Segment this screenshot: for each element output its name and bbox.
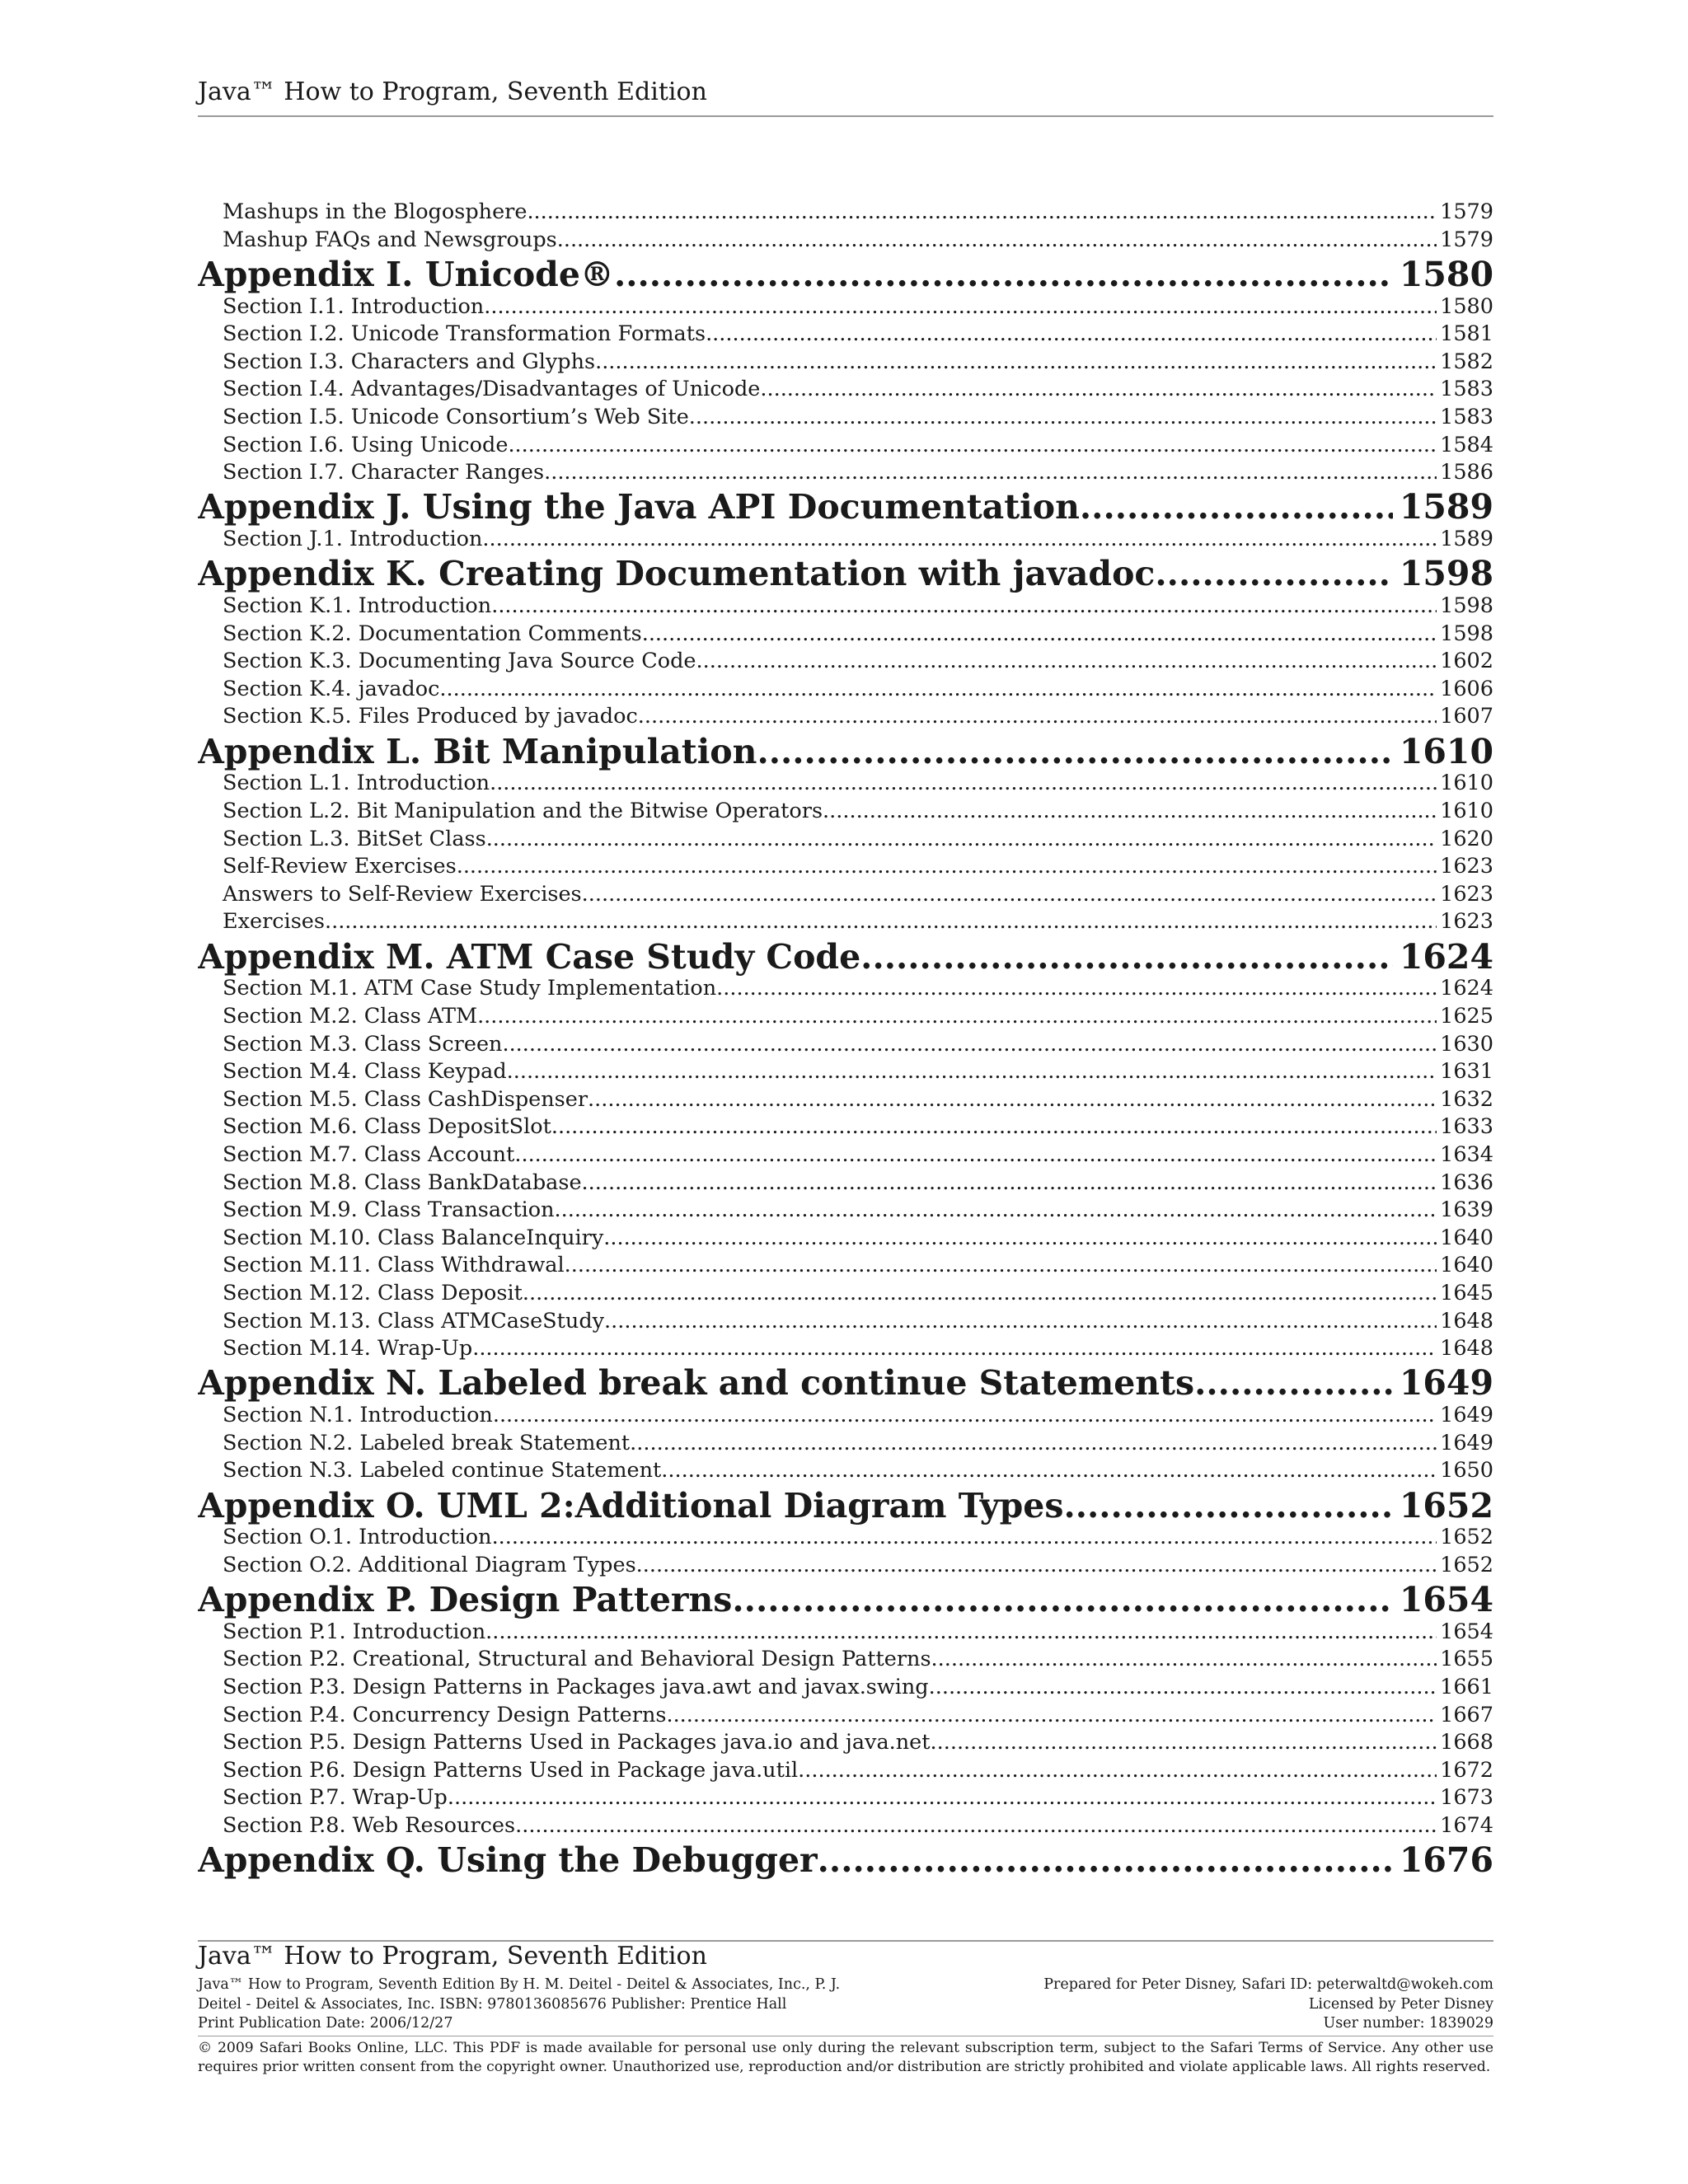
toc-entry-title: Appendix K. Creating Documentation with javadoc	[198, 554, 1156, 594]
toc-entry-title: Section M.5. Class CashDispenser	[223, 1086, 588, 1112]
dot-leader	[689, 405, 1437, 429]
toc-page-number: 1649	[1440, 1403, 1493, 1428]
toc-entry-title: Section P.1. Introduction	[223, 1619, 486, 1644]
footer-license-line: Prepared for Peter Disney, Safari ID: peterwaltd@wokeh.com	[1043, 1976, 1493, 1993]
toc-page-number: 1589	[1440, 527, 1493, 552]
toc-page-number: 1598	[1399, 554, 1493, 594]
toc-entry-title: Section M.13. Class ATMCaseStudy	[223, 1308, 605, 1333]
toc-entry-title: Section J.1. Introduction	[223, 527, 483, 552]
toc-entry-title: Section M.9. Class Transaction	[223, 1197, 555, 1223]
toc-page-number: 1606	[1440, 676, 1493, 701]
dot-leader	[666, 1703, 1437, 1727]
toc-entry-title: Section M.12. Class Deposit	[223, 1280, 523, 1305]
dot-leader	[823, 799, 1437, 823]
toc-entry[interactable]	[198, 704, 1493, 732]
toc-entry-title: Mashup FAQs and Newsgroups	[223, 227, 557, 252]
toc-entry[interactable]	[198, 1525, 1493, 1553]
toc-entry-title: Section P.6. Design Patterns Used in Package java.util	[223, 1757, 799, 1783]
toc-page-number: 1673	[1440, 1785, 1493, 1811]
dot-leader	[325, 909, 1437, 934]
toc-page-number: 1583	[1440, 404, 1493, 429]
toc-entry-title: Appendix L. Bit Manipulation	[198, 732, 757, 771]
toc-entry[interactable]	[198, 1004, 1493, 1032]
toc-entry-title: Section K.1. Introduction	[223, 593, 492, 619]
dot-leader	[1155, 555, 1392, 593]
dot-leader	[492, 1525, 1437, 1549]
toc-page-number: 1652	[1440, 1552, 1493, 1577]
dot-leader	[636, 1553, 1437, 1577]
toc-entry[interactable]	[198, 405, 1493, 433]
toc-page-number: 1579	[1440, 199, 1493, 224]
table-of-contents	[198, 199, 1493, 1880]
toc-entry-title: Appendix N. Labeled break and continue Statements	[198, 1363, 1195, 1404]
dot-leader	[551, 1114, 1437, 1139]
toc-entry[interactable]	[198, 854, 1493, 882]
toc-entry-title: Section L.3. BitSet Class	[223, 826, 486, 851]
toc-page-number: 1610	[1440, 799, 1493, 824]
toc-entry[interactable]	[198, 1281, 1493, 1309]
toc-entry[interactable]	[198, 1785, 1493, 1813]
toc-page-number: 1672	[1440, 1757, 1493, 1783]
footer-publication-info	[198, 1975, 940, 2034]
toc-page-number: 1634	[1440, 1141, 1493, 1167]
dot-leader	[661, 1458, 1437, 1483]
toc-page-number: 1649	[1440, 1430, 1493, 1455]
toc-page-number: 1650	[1440, 1458, 1493, 1483]
toc-page-number: 1624	[1440, 976, 1493, 1001]
toc-entry-title: Appendix J. Using the Java API Documentation	[198, 487, 1080, 527]
toc-entry-title: Section I.4. Advantages/Disadvantages of Unicode	[223, 377, 761, 402]
toc-entry[interactable]	[198, 593, 1493, 621]
dot-leader	[486, 827, 1437, 851]
dot-leader	[507, 1059, 1437, 1084]
dot-leader	[642, 621, 1437, 646]
toc-entry-title: Section P.8. Web Resources	[223, 1813, 516, 1839]
toc-page-number: 1639	[1440, 1197, 1493, 1223]
toc-page-number: 1580	[1399, 255, 1493, 294]
toc-page-number: 1602	[1440, 649, 1493, 674]
dot-leader	[595, 349, 1437, 374]
dot-leader	[448, 1785, 1437, 1810]
toc-entry-title: Section M.1. ATM Case Study Implementation	[223, 976, 717, 1001]
toc-entry[interactable]	[198, 909, 1493, 937]
dot-leader	[544, 460, 1437, 485]
toc-page-number: 1625	[1440, 1004, 1493, 1029]
toc-entry-title: Section M.2. Class ATM	[223, 1004, 478, 1029]
toc-page-number: 1632	[1440, 1086, 1493, 1112]
toc-page-number: 1654	[1399, 1580, 1493, 1619]
toc-page-number: 1630	[1440, 1031, 1493, 1057]
toc-entry[interactable]	[198, 1619, 1493, 1647]
dot-leader	[818, 1841, 1393, 1880]
toc-entry-title: Answers to Self-Review Exercises	[223, 881, 582, 907]
toc-entry-title: Appendix I. Unicode®	[198, 255, 614, 294]
toc-entry-title: Exercises	[223, 909, 325, 935]
toc-page-number: 1654	[1440, 1619, 1493, 1644]
toc-page-number: 1648	[1440, 1336, 1493, 1361]
toc-entry[interactable]	[198, 1675, 1493, 1703]
dot-leader	[502, 1032, 1437, 1057]
toc-page-number: 1645	[1440, 1280, 1493, 1305]
toc-entry[interactable]	[198, 1758, 1493, 1786]
toc-entry-title: Section M.4. Class Keypad	[223, 1059, 507, 1085]
toc-page-number: 1598	[1440, 593, 1493, 619]
footer-title: Java™ How to Program, Seventh Edition	[198, 1942, 707, 1971]
toc-entry[interactable]	[198, 1553, 1493, 1581]
toc-entry-title: Section I.5. Unicode Consortium’s Web Site	[223, 404, 689, 429]
dot-leader	[732, 1580, 1392, 1619]
dot-leader	[491, 593, 1437, 618]
toc-entry-title: Section K.5. Files Produced by javadoc	[223, 704, 638, 729]
toc-page-number: 1623	[1440, 854, 1493, 879]
toc-appendix-heading[interactable]	[198, 732, 1493, 771]
dot-leader	[931, 1647, 1437, 1671]
toc-entry-title: Section P.3. Design Patterns in Packages java.awt and javax.swing	[223, 1675, 929, 1700]
footer-license-info	[917, 1975, 1493, 2034]
toc-page-number: 1598	[1440, 621, 1493, 646]
toc-entry[interactable]	[198, 460, 1493, 488]
toc-page-number: 1610	[1440, 771, 1493, 796]
toc-page-number: 1633	[1440, 1114, 1493, 1140]
dot-leader	[798, 1758, 1437, 1783]
dot-leader	[582, 1170, 1437, 1195]
toc-entry-title: Section P.5. Design Patterns Used in Packages java.io and java.net	[223, 1730, 931, 1755]
toc-page-number: 1668	[1440, 1730, 1493, 1755]
toc-entry[interactable]	[198, 1087, 1493, 1115]
toc-page-number: 1652	[1440, 1525, 1493, 1550]
dot-leader	[588, 1087, 1437, 1112]
dot-leader	[439, 677, 1437, 701]
toc-page-number: 1623	[1440, 909, 1493, 935]
toc-entry[interactable]	[198, 294, 1493, 322]
toc-entry[interactable]	[198, 1059, 1493, 1087]
dot-leader	[557, 227, 1437, 252]
dot-leader	[482, 527, 1437, 551]
toc-page-number: 1676	[1399, 1840, 1493, 1881]
toc-entry[interactable]	[198, 1309, 1493, 1337]
toc-entry[interactable]	[198, 321, 1493, 349]
toc-appendix-heading[interactable]	[198, 255, 1493, 293]
toc-entry[interactable]	[198, 199, 1493, 227]
dot-leader	[604, 1309, 1437, 1333]
footer-publication-line: Java™ How to Program, Seventh Edition By H. M. Deitel - Deitel & Associates, Inc., P. J.	[198, 1976, 841, 1993]
toc-page-number: 1607	[1440, 704, 1493, 729]
dot-leader	[716, 976, 1437, 1001]
dot-leader	[527, 199, 1437, 224]
footer-license-line: User number: 1839029	[1323, 2015, 1493, 2032]
dot-leader	[490, 771, 1437, 795]
toc-appendix-heading[interactable]	[198, 488, 1493, 527]
toc-entry[interactable]	[198, 1336, 1493, 1364]
toc-appendix-heading[interactable]	[198, 555, 1493, 593]
toc-entry-title: Section O.1. Introduction	[223, 1525, 492, 1550]
toc-entry-title: Appendix O. UML 2:Additional Diagram Types	[198, 1485, 1064, 1526]
toc-page-number: 1667	[1440, 1702, 1493, 1727]
dot-leader	[477, 1004, 1437, 1029]
toc-entry[interactable]	[198, 1170, 1493, 1198]
toc-entry-title: Section N.1. Introduction	[223, 1403, 493, 1428]
toc-entry-title: Section I.6. Using Unicode	[223, 432, 509, 457]
toc-entry-title: Appendix M. ATM Case Study Code	[198, 937, 861, 977]
dot-leader	[860, 937, 1393, 976]
toc-entry[interactable]	[198, 1431, 1493, 1459]
toc-entry[interactable]	[198, 621, 1493, 649]
dot-leader	[515, 1813, 1437, 1838]
toc-page-number: 1648	[1440, 1308, 1493, 1333]
toc-page-number: 1623	[1440, 881, 1493, 907]
toc-page-number: 1624	[1399, 937, 1493, 977]
dot-leader	[514, 1142, 1437, 1167]
toc-page-number: 1580	[1440, 293, 1493, 319]
toc-entry-title: Section M.7. Class Account	[223, 1141, 515, 1167]
toc-entry-title: Self-Review Exercises	[223, 854, 457, 879]
toc-entry-title: Section I.3. Characters and Glyphs	[223, 349, 596, 374]
toc-entry[interactable]	[198, 1458, 1493, 1486]
dot-leader	[1194, 1364, 1393, 1403]
dot-leader	[472, 1336, 1437, 1361]
toc-entry[interactable]	[198, 1032, 1493, 1060]
toc-entry-title: Section M.11. Class Withdrawal	[223, 1253, 565, 1278]
toc-page-number: 1640	[1440, 1253, 1493, 1278]
toc-page-number: 1584	[1440, 432, 1493, 457]
toc-entry[interactable]	[198, 1142, 1493, 1170]
dot-leader	[457, 854, 1437, 879]
toc-entry-title: Section K.4. javadoc	[223, 676, 440, 701]
dot-leader	[582, 882, 1437, 907]
toc-page-number: 1589	[1399, 487, 1493, 527]
dot-leader	[638, 704, 1437, 729]
toc-entry[interactable]	[198, 976, 1493, 1004]
toc-entry-title: Section N.3. Labeled continue Statement	[223, 1458, 662, 1483]
toc-appendix-heading[interactable]	[198, 1580, 1493, 1619]
toc-page-number: 1620	[1440, 826, 1493, 851]
toc-entry[interactable]	[198, 1730, 1493, 1758]
toc-entry[interactable]	[198, 1813, 1493, 1841]
toc-entry-title: Section M.10. Class BalanceInquiry	[223, 1225, 604, 1250]
toc-page-number: 1661	[1440, 1675, 1493, 1700]
toc-appendix-heading[interactable]	[198, 1364, 1493, 1403]
toc-entry-title: Mashups in the Blogosphere	[223, 199, 528, 224]
toc-entry[interactable]	[198, 349, 1493, 377]
dot-leader	[603, 1226, 1437, 1250]
dot-leader	[508, 433, 1437, 457]
toc-entry-title: Section P.4. Concurrency Design Patterns	[223, 1702, 667, 1727]
toc-appendix-heading[interactable]	[198, 1841, 1493, 1880]
toc-entry[interactable]	[198, 1703, 1493, 1731]
toc-entry-title: Section K.2. Documentation Comments	[223, 621, 642, 646]
toc-entry-title: Section K.3. Documenting Java Source Code	[223, 649, 696, 674]
dot-leader	[484, 294, 1437, 319]
toc-entry[interactable]	[198, 1403, 1493, 1431]
toc-entry-title: Section I.7. Character Ranges	[223, 460, 545, 485]
dot-leader	[565, 1253, 1437, 1277]
copyright-notice: © 2009 Safari Books Online, LLC. This PDF is made available for personal use only during the relevant subscription term, subject to the Safari Terms of Service. Any other use requires prior written consent from the copyright owner. Unauthorized use, reproduction and/or distribution are strictly prohibited and violate applicable laws. All rights reserved.	[198, 2040, 1493, 2075]
dot-leader	[696, 649, 1437, 673]
toc-entry-title: Section M.8. Class BankDatabase	[223, 1169, 582, 1195]
dot-leader	[760, 377, 1437, 401]
toc-entry[interactable]	[198, 1114, 1493, 1142]
toc-entry[interactable]	[198, 1647, 1493, 1675]
toc-entry[interactable]	[198, 677, 1493, 705]
toc-entry[interactable]	[198, 1197, 1493, 1226]
dot-leader	[1063, 1486, 1392, 1525]
toc-entry-title: Section M.14. Wrap-Up	[223, 1336, 473, 1361]
toc-page-number: 1582	[1440, 349, 1493, 374]
toc-page-number: 1649	[1399, 1363, 1493, 1404]
toc-entry[interactable]	[198, 1253, 1493, 1281]
header-divider	[198, 115, 1493, 117]
toc-page-number: 1631	[1440, 1059, 1493, 1085]
toc-entry-title: Section I.1. Introduction	[223, 293, 485, 319]
dot-leader	[757, 732, 1392, 771]
toc-page-number: 1640	[1440, 1225, 1493, 1250]
footer-publication-line: Print Publication Date: 2006/12/27	[198, 2015, 453, 2032]
toc-page-number: 1636	[1440, 1169, 1493, 1195]
dot-leader	[555, 1197, 1437, 1222]
page-header-title: Java™ How to Program, Seventh Edition	[198, 77, 707, 106]
toc-entry[interactable]	[198, 882, 1493, 910]
toc-entry-title: Section L.2. Bit Manipulation and the Bitwise Operators	[223, 799, 823, 824]
dot-leader	[630, 1431, 1437, 1455]
toc-entry-title: Section P.2. Creational, Structural and Behavioral Design Patterns	[223, 1647, 931, 1672]
toc-appendix-heading[interactable]	[198, 937, 1493, 976]
dot-leader	[1080, 488, 1393, 527]
toc-entry-title: Section I.2. Unicode Transformation Formats	[223, 321, 706, 347]
toc-entry[interactable]	[198, 771, 1493, 799]
toc-entry-title: Section M.6. Class DepositSlot	[223, 1114, 551, 1140]
dot-leader	[614, 255, 1393, 293]
toc-page-number: 1581	[1440, 321, 1493, 347]
toc-entry[interactable]	[198, 827, 1493, 855]
dot-leader	[706, 321, 1437, 346]
toc-page-number: 1652	[1399, 1485, 1493, 1526]
toc-entry-title: Section N.2. Labeled break Statement	[223, 1430, 631, 1455]
dot-leader	[929, 1675, 1437, 1699]
toc-entry-title: Section M.3. Class Screen	[223, 1031, 503, 1057]
toc-page-number: 1579	[1440, 227, 1493, 252]
toc-entry[interactable]	[198, 649, 1493, 677]
toc-entry-title: Appendix P. Design Patterns	[198, 1580, 733, 1619]
toc-page-number: 1586	[1440, 460, 1493, 485]
dot-leader	[485, 1619, 1437, 1644]
toc-entry[interactable]	[198, 527, 1493, 555]
footer-publication-line: Deitel - Deitel & Associates, Inc. ISBN: 9780136085676 Publisher: Prentice Hall	[198, 1995, 787, 2013]
toc-entry[interactable]	[198, 377, 1493, 405]
toc-entry-title: Appendix Q. Using the Debugger	[198, 1840, 818, 1881]
toc-entry-title: Section O.2. Additional Diagram Types	[223, 1552, 636, 1577]
toc-entry[interactable]	[198, 799, 1493, 827]
toc-page-number: 1583	[1440, 377, 1493, 402]
toc-entry-title: Section L.1. Introduction	[223, 771, 490, 796]
footer-license-line: Licensed by Peter Disney	[1308, 1995, 1493, 2013]
toc-entry[interactable]	[198, 1226, 1493, 1254]
dot-leader	[931, 1730, 1437, 1755]
toc-entry-title: Section P.7. Wrap-Up	[223, 1785, 448, 1811]
dot-leader	[493, 1403, 1437, 1427]
toc-appendix-heading[interactable]	[198, 1486, 1493, 1525]
toc-page-number: 1655	[1440, 1647, 1493, 1672]
toc-page-number: 1610	[1399, 732, 1493, 771]
toc-entry[interactable]	[198, 433, 1493, 461]
dot-leader	[523, 1281, 1437, 1305]
toc-page-number: 1674	[1440, 1813, 1493, 1839]
toc-entry[interactable]	[198, 227, 1493, 255]
